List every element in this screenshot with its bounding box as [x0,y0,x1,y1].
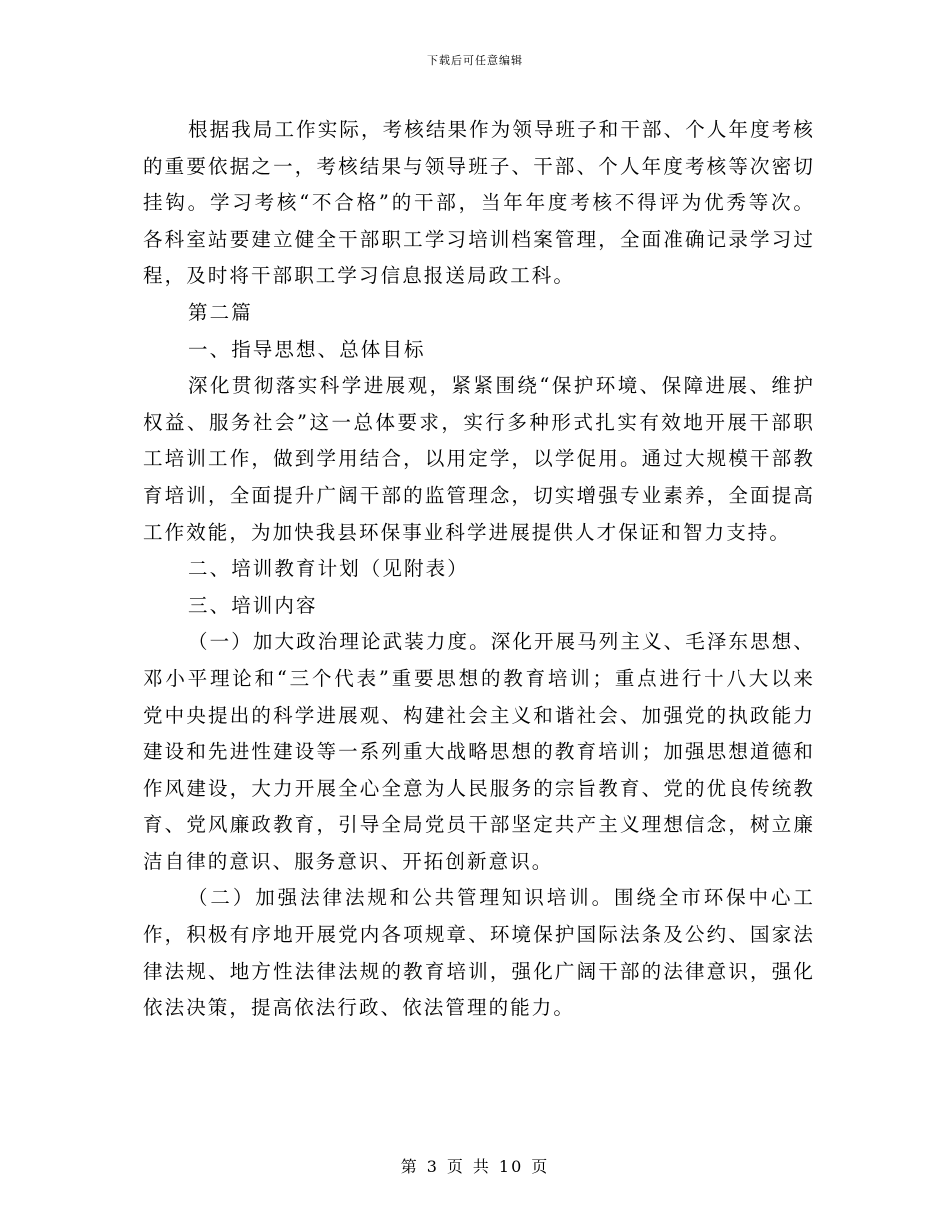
heading-training-content: 三、培训内容 [188,593,318,617]
page-number: 3 [426,1157,439,1176]
paragraph-assessment: 根据我局工作实际，考核结果作为领导班子和干部、个人年度考核的重要依据之一，考核结果与领导班子、干部、个人年度考核等次密切挂钩。学习考核“不合格”的干部，当年年度考核不得评为优秀等次。各科室站要建立健全干部职工学习培训档案管理，全面准确记录学习过程，及时将干部职工学习信息报送局政工科。 [143,118,815,288]
page-prefix: 第 [400,1157,419,1176]
section-title-part-two: 第二篇 [188,300,253,324]
page-word: 页 [446,1157,465,1176]
total-prefix: 共 [472,1157,491,1176]
page-suffix: 页 [531,1157,550,1176]
paragraph-political-theory: （一）加大政治理论武装力度。深化开展马列主义、毛泽东思想、邓小平理论和“三个代表”重要思想的教育培训；重点进行十八大以来党中央提出的科学进展观、构建社会主义和谐社会、加强党的执政能力建设和先进性建设等一系列重大战略思想的教育培训；加强思想道德和作风建设，大力开展全心全意为人民服务的宗旨教育、党的优良传统教育、党风廉政教育，引导全局党员干部坚定共产主义理想信念，树立廉洁自律的意识、服务意识、开拓创新意识。 [143,630,815,873]
document-body [143,112,815,1027]
total-pages: 10 [498,1157,524,1176]
heading-training-plan: 二、培训教育计划（见附表） [188,557,469,581]
page-header: 下载后可任意编辑 [427,54,523,67]
heading-guiding-ideology: 一、指导思想、总体目标 [188,337,426,361]
paragraph-law-training: （二）加强法律法规和公共管理知识培训。围绕全市环保中心工作，积极有序地开展党内各项规章、环境保护国际法条及公约、国家法律法规、地方性法律法规的教育培训，强化广阔干部的法律意识，强化依法决策，提高依法行政、依法管理的能力。 [143,886,815,1020]
page-footer [0,1154,950,1177]
paragraph-guiding-ideology: 深化贯彻落实科学进展观，紧紧围绕“保护环境、保障进展、维护权益、服务社会”这一总体要求，实行多种形式扎实有效地开展干部职工培训工作，做到学用结合，以用定学，以学促用。通过大规模干部教育培训，全面提升广阔干部的监管理念，切实增强专业素养，全面提高工作效能，为加快我县环保事业科学进展提供人才保证和智力支持。 [143,374,815,544]
